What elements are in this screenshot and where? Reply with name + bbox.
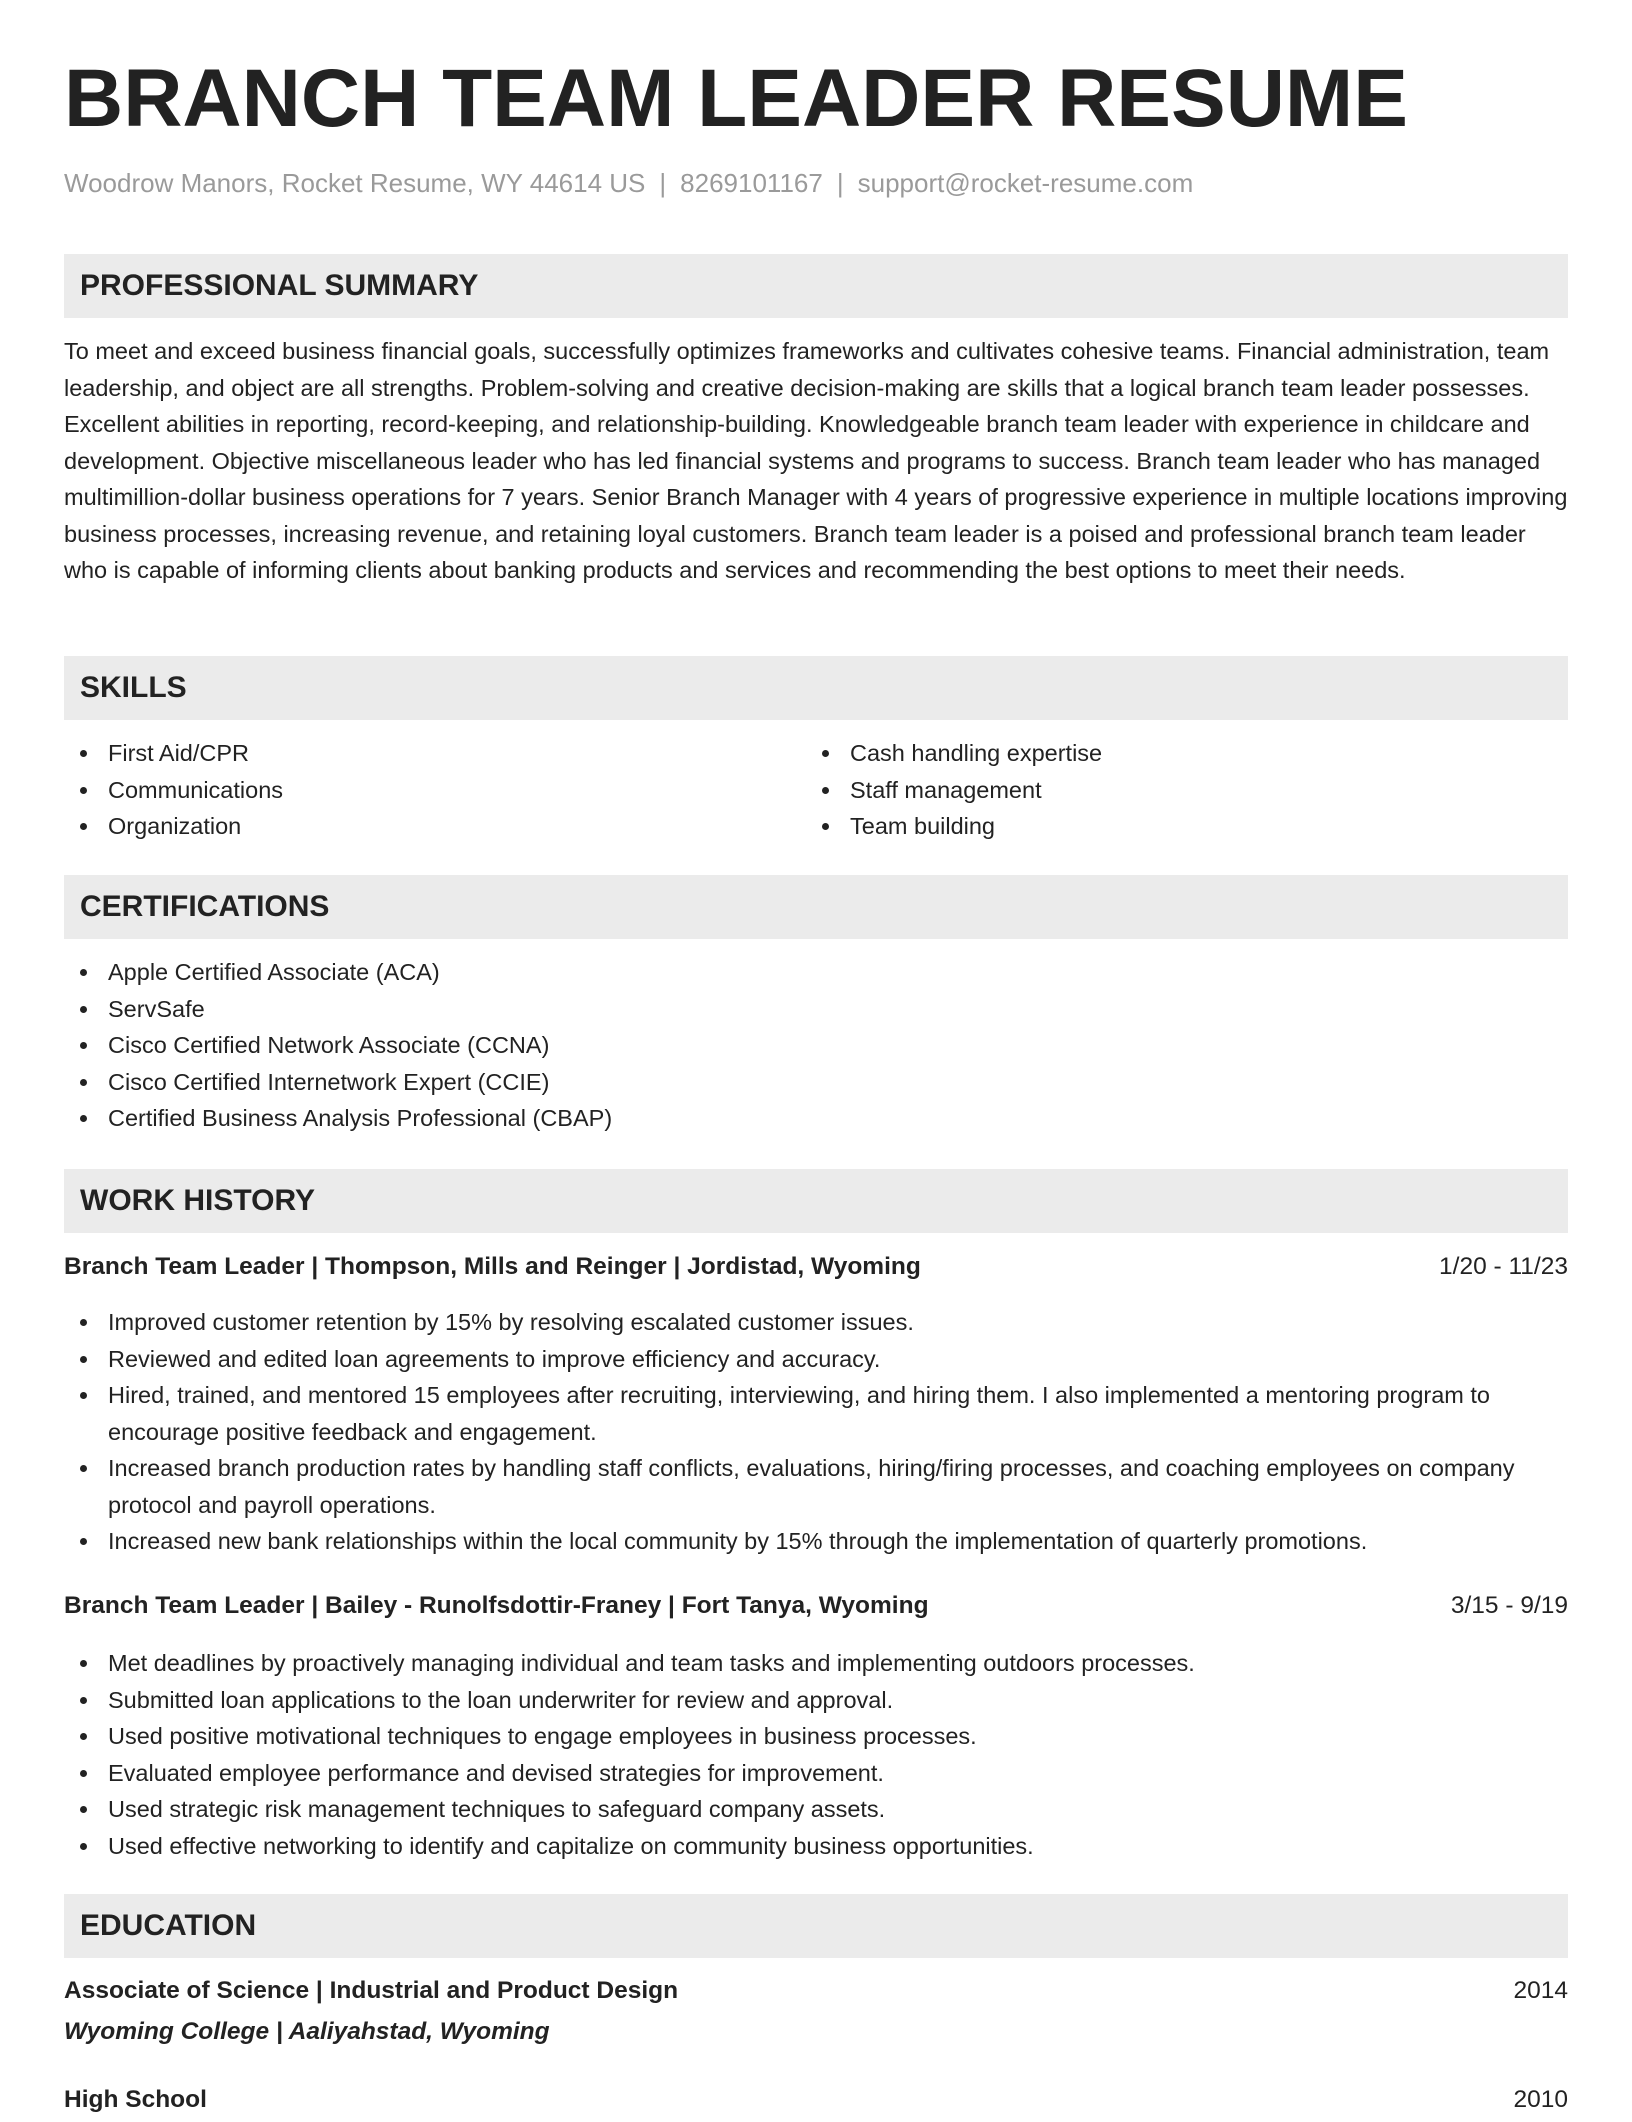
skill-item: Organization — [64, 808, 804, 845]
section-title: WORK HISTORY — [80, 1184, 316, 1217]
job-dates: 3/15 - 9/19 — [1450, 1592, 1568, 1619]
job-bullet: Hired, trained, and mentored 15 employees after recruiting, interviewing, and hiring them. I also implemented a mentoring program to encourage positive feedback and engagement. — [64, 1377, 1568, 1450]
job-bullet: Used positive motivational techniques to engage employees in business processes. — [64, 1718, 1568, 1755]
section-header-skills — [64, 656, 1568, 720]
certification-item: Cisco Certified Network Associate (CCNA) — [64, 1027, 1568, 1064]
job-bullet: Used effective networking to identify and capitalize on community business opportunities. — [64, 1828, 1568, 1865]
job-heading — [64, 1253, 1568, 1289]
education-year: 2010 — [1513, 2086, 1568, 2113]
job-title-line: Branch Team Leader | Bailey - Runolfsdottir-Franey | Fort Tanya, Wyoming — [64, 1592, 929, 1619]
education-school: Wyoming College | Aaliyahstad, Wyoming — [64, 2018, 550, 2045]
job-title-line: Branch Team Leader | Thompson, Mills and Reinger | Jordistad, Wyoming — [64, 1253, 921, 1280]
section-title: SKILLS — [80, 671, 187, 704]
section-title: EDUCATION — [80, 1909, 257, 1942]
job-heading — [64, 1592, 1568, 1628]
education-year: 2014 — [1513, 1977, 1568, 2004]
job-bullet: Used strategic risk management techniques to safeguard company assets. — [64, 1791, 1568, 1828]
certification-item: Apple Certified Associate (ACA) — [64, 954, 1568, 991]
skill-item: Cash handling expertise — [806, 735, 1546, 772]
job-bullet: Increased branch production rates by handling staff conflicts, evaluations, hiring/firing processes, and coaching employees on company protocol and payroll operations. — [64, 1450, 1568, 1523]
section-title: CERTIFICATIONS — [80, 890, 330, 923]
section-header-work-history — [64, 1169, 1568, 1233]
job-bullet: Submitted loan applications to the loan underwriter for review and approval. — [64, 1682, 1568, 1719]
skill-item: First Aid/CPR — [64, 735, 804, 772]
contact-email[interactable]: support@rocket-resume.com — [857, 168, 1194, 198]
section-header-certifications — [64, 875, 1568, 939]
certification-item: ServSafe — [64, 991, 1568, 1028]
job-bullet: Increased new bank relationships within the local community by 15% through the implementation of quarterly promotions. — [64, 1523, 1568, 1560]
job-bullets — [64, 1645, 1568, 1864]
section-title: PROFESSIONAL SUMMARY — [80, 269, 479, 302]
contact-separator: | — [836, 168, 844, 198]
section-header-education — [64, 1894, 1568, 1958]
job-dates: 1/20 - 11/23 — [1439, 1253, 1568, 1280]
skill-item: Staff management — [806, 772, 1546, 809]
skills-list-right — [806, 735, 1546, 845]
education-heading — [64, 1977, 1568, 2013]
certifications-list — [64, 954, 1568, 1137]
contact-line — [64, 168, 1193, 199]
contact-phone: 8269101167 — [680, 168, 823, 198]
education-heading — [64, 2086, 1568, 2122]
contact-address: Woodrow Manors, Rocket Resume, WY 44614 US — [64, 168, 646, 198]
certification-item: Cisco Certified Internetwork Expert (CCIE) — [64, 1064, 1568, 1101]
education-degree: Associate of Science | Industrial and Product Design — [64, 1977, 679, 2004]
job-bullets — [64, 1304, 1568, 1560]
resume-title: BRANCH TEAM LEADER RESUME — [64, 53, 1408, 144]
skills-list-left — [64, 735, 804, 845]
job-bullet: Reviewed and edited loan agreements to improve efficiency and accuracy. — [64, 1341, 1568, 1378]
education-degree: High School — [64, 2086, 207, 2113]
summary-text: To meet and exceed business financial goals, successfully optimizes frameworks and cultivates cohesive teams. Financial administration, team leadership, and object are all strengths. Problem-solving and creative decision-making are skills that a logical branch team leader possesses. Excellent abilities in reporting, record-keeping, and relationship-building. Knowledgeable branch team leader with experience in childcare and development. Objective miscellaneous leader who has led financial systems and programs to success. Branch team leader who has managed multimillion-dollar business operations for 7 years. Senior Branch Manager with 4 years of progressive experience in multiple locations improving business processes, increasing revenue, and retaining loyal customers. Branch team leader is a poised and professional branch team leader who is capable of informing clients about banking products and services and recommending the best options to meet their needs. — [64, 338, 1568, 583]
contact-separator: | — [659, 168, 667, 198]
job-bullet: Evaluated employee performance and devised strategies for improvement. — [64, 1755, 1568, 1792]
job-bullet: Improved customer retention by 15% by resolving escalated customer issues. — [64, 1304, 1568, 1341]
section-header-summary — [64, 254, 1568, 318]
skill-item: Team building — [806, 808, 1546, 845]
job-bullet: Met deadlines by proactively managing individual and team tasks and implementing outdoors processes. — [64, 1645, 1568, 1682]
skill-item: Communications — [64, 772, 804, 809]
certification-item: Certified Business Analysis Professional (CBAP) — [64, 1100, 1568, 1137]
